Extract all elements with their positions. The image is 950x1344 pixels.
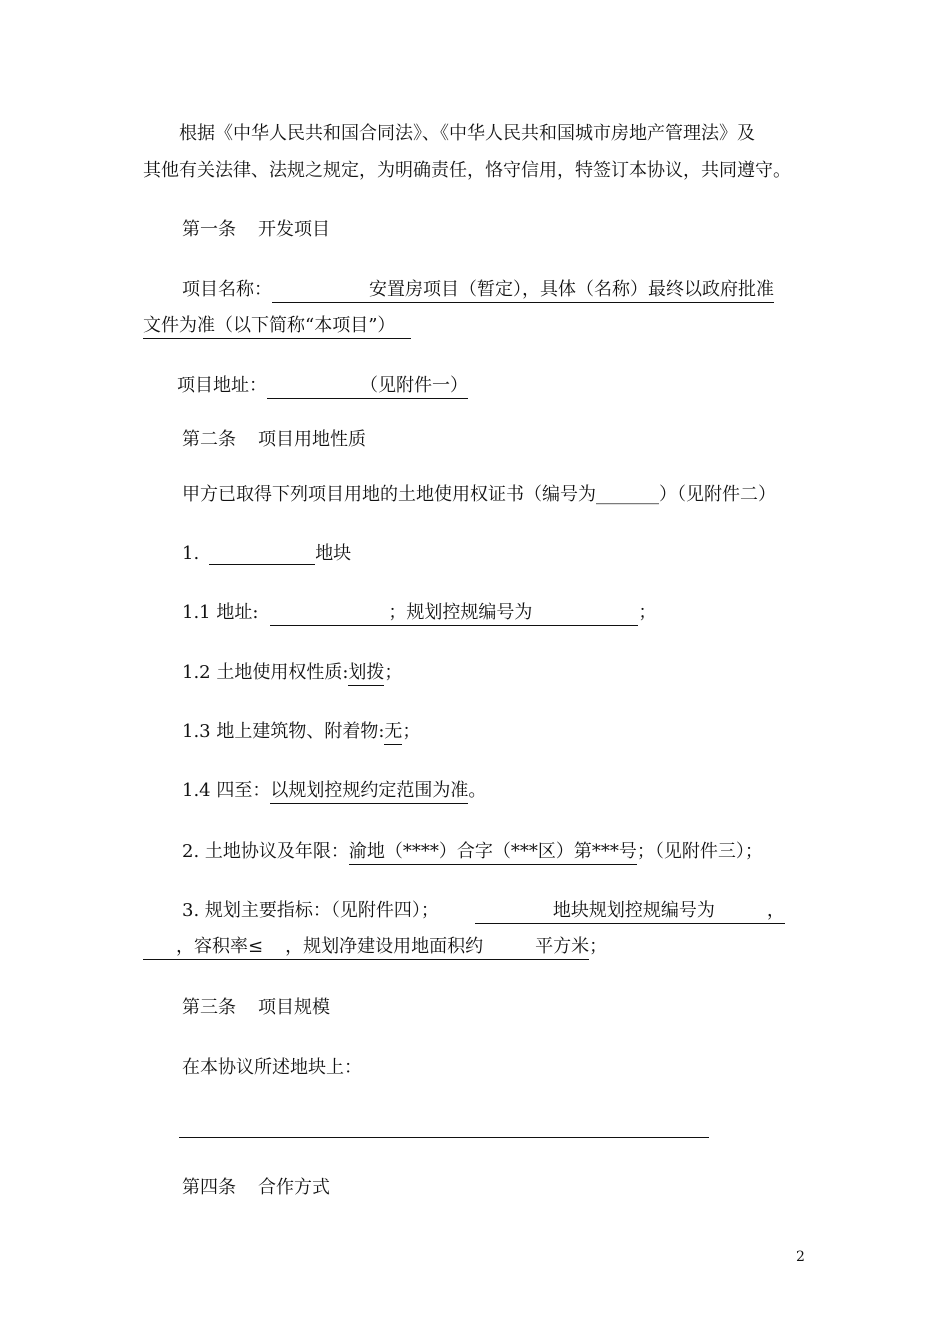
item1-plot-field — [209, 542, 315, 565]
project-name-cont-value: 文件为准（以下简称“本项目”） — [143, 315, 396, 336]
intro-line-2: 其他有关法律、法规之规定，为明确责任，恪守信用，特签订本协议，共同遵守。 — [143, 160, 791, 181]
item3-value-2c: 平方米 — [535, 936, 590, 957]
item1-1-line — [182, 601, 656, 626]
article4-title: 合作方式 — [258, 1177, 330, 1198]
item1-2-end: ； — [384, 662, 403, 683]
item1-4-line — [182, 779, 486, 804]
item2-line — [182, 840, 763, 865]
project-name-cont-field — [143, 314, 411, 339]
item2-value: 渝地（****）合字（***区）第***号 — [349, 840, 637, 865]
article3-number: 第三条 — [182, 997, 236, 1018]
item1-3-value: 无 — [384, 720, 402, 745]
project-name-line — [182, 278, 774, 303]
item2-end: ；（见附件三）； — [636, 841, 763, 862]
item1-3-end: ； — [402, 721, 421, 742]
item1-4-label: 1.4 四至： — [182, 780, 271, 801]
land-cert-line: 甲方已取得下列项目用地的土地使用权证书（编号为_______）（见附件二） — [182, 484, 776, 505]
intro-line-1: 根据《中华人民共和国合同法》、《中华人民共和国城市房地产管理法》及 — [179, 123, 755, 144]
article3-title: 项目规模 — [258, 997, 330, 1018]
item1-2-value: 划拨 — [348, 661, 384, 686]
item1-1-end: ； — [638, 602, 657, 623]
project-name-label: 项目名称： — [182, 279, 272, 300]
item1-4-end: 。 — [468, 780, 487, 801]
item1-1-field — [270, 601, 638, 626]
project-name-field — [272, 278, 774, 303]
article3-body: 在本协议所述地块上： — [182, 1057, 362, 1078]
article2-number: 第二条 — [182, 429, 236, 450]
item1-2-label: 1.2 土地使用权性质: — [182, 662, 349, 683]
item1-4-value: 以规划控规约定范围为准 — [270, 779, 468, 804]
item1-suffix: 地块 — [315, 543, 352, 564]
item3-label: 3. 规划主要指标：（见附件四）； — [182, 900, 439, 921]
item1-2-line — [182, 661, 402, 686]
item1-number: 1. — [182, 543, 200, 564]
article2-heading — [182, 428, 366, 452]
item3-field-2 — [143, 935, 589, 960]
project-address-field — [267, 374, 468, 399]
item3-comma: ， — [766, 900, 785, 921]
article1-title: 开发项目 — [258, 219, 330, 240]
item3-value-2b: ，规划净建设用地面积约 — [285, 936, 484, 957]
item1-3-label: 1.3 地上建筑物、附着物: — [182, 721, 385, 742]
page-number: 2 — [796, 1249, 805, 1265]
item3-line — [182, 899, 785, 924]
project-name-continued — [143, 314, 411, 339]
article3-heading — [182, 996, 330, 1020]
article4-heading — [182, 1176, 330, 1200]
item1-1-label: 1.1 地址: — [182, 602, 259, 623]
project-address-line — [177, 374, 468, 399]
item3-value-2a: ，容积率≤ — [176, 936, 264, 957]
item1-1-mid: ；规划控规编号为 — [388, 602, 533, 623]
item3-field-1 — [475, 899, 785, 924]
project-name-value: 安置房项目（暂定），具体（名称）最终以政府批准 — [369, 279, 774, 300]
article1-heading — [182, 218, 330, 242]
item2-label: 2. 土地协议及年限： — [182, 841, 349, 862]
project-address-label: 项目地址： — [177, 375, 267, 396]
blank-fill-line — [179, 1137, 709, 1138]
item1-line — [182, 542, 351, 566]
item3-end: ； — [589, 936, 608, 957]
item1-3-line — [182, 720, 420, 745]
article2-title: 项目用地性质 — [258, 429, 366, 450]
item3-value-1: 地块规划控规编号为 — [552, 900, 715, 921]
item3-line-2 — [143, 935, 607, 960]
article1-number: 第一条 — [182, 219, 236, 240]
article4-number: 第四条 — [182, 1177, 236, 1198]
project-address-value: （见附件一） — [360, 375, 468, 396]
